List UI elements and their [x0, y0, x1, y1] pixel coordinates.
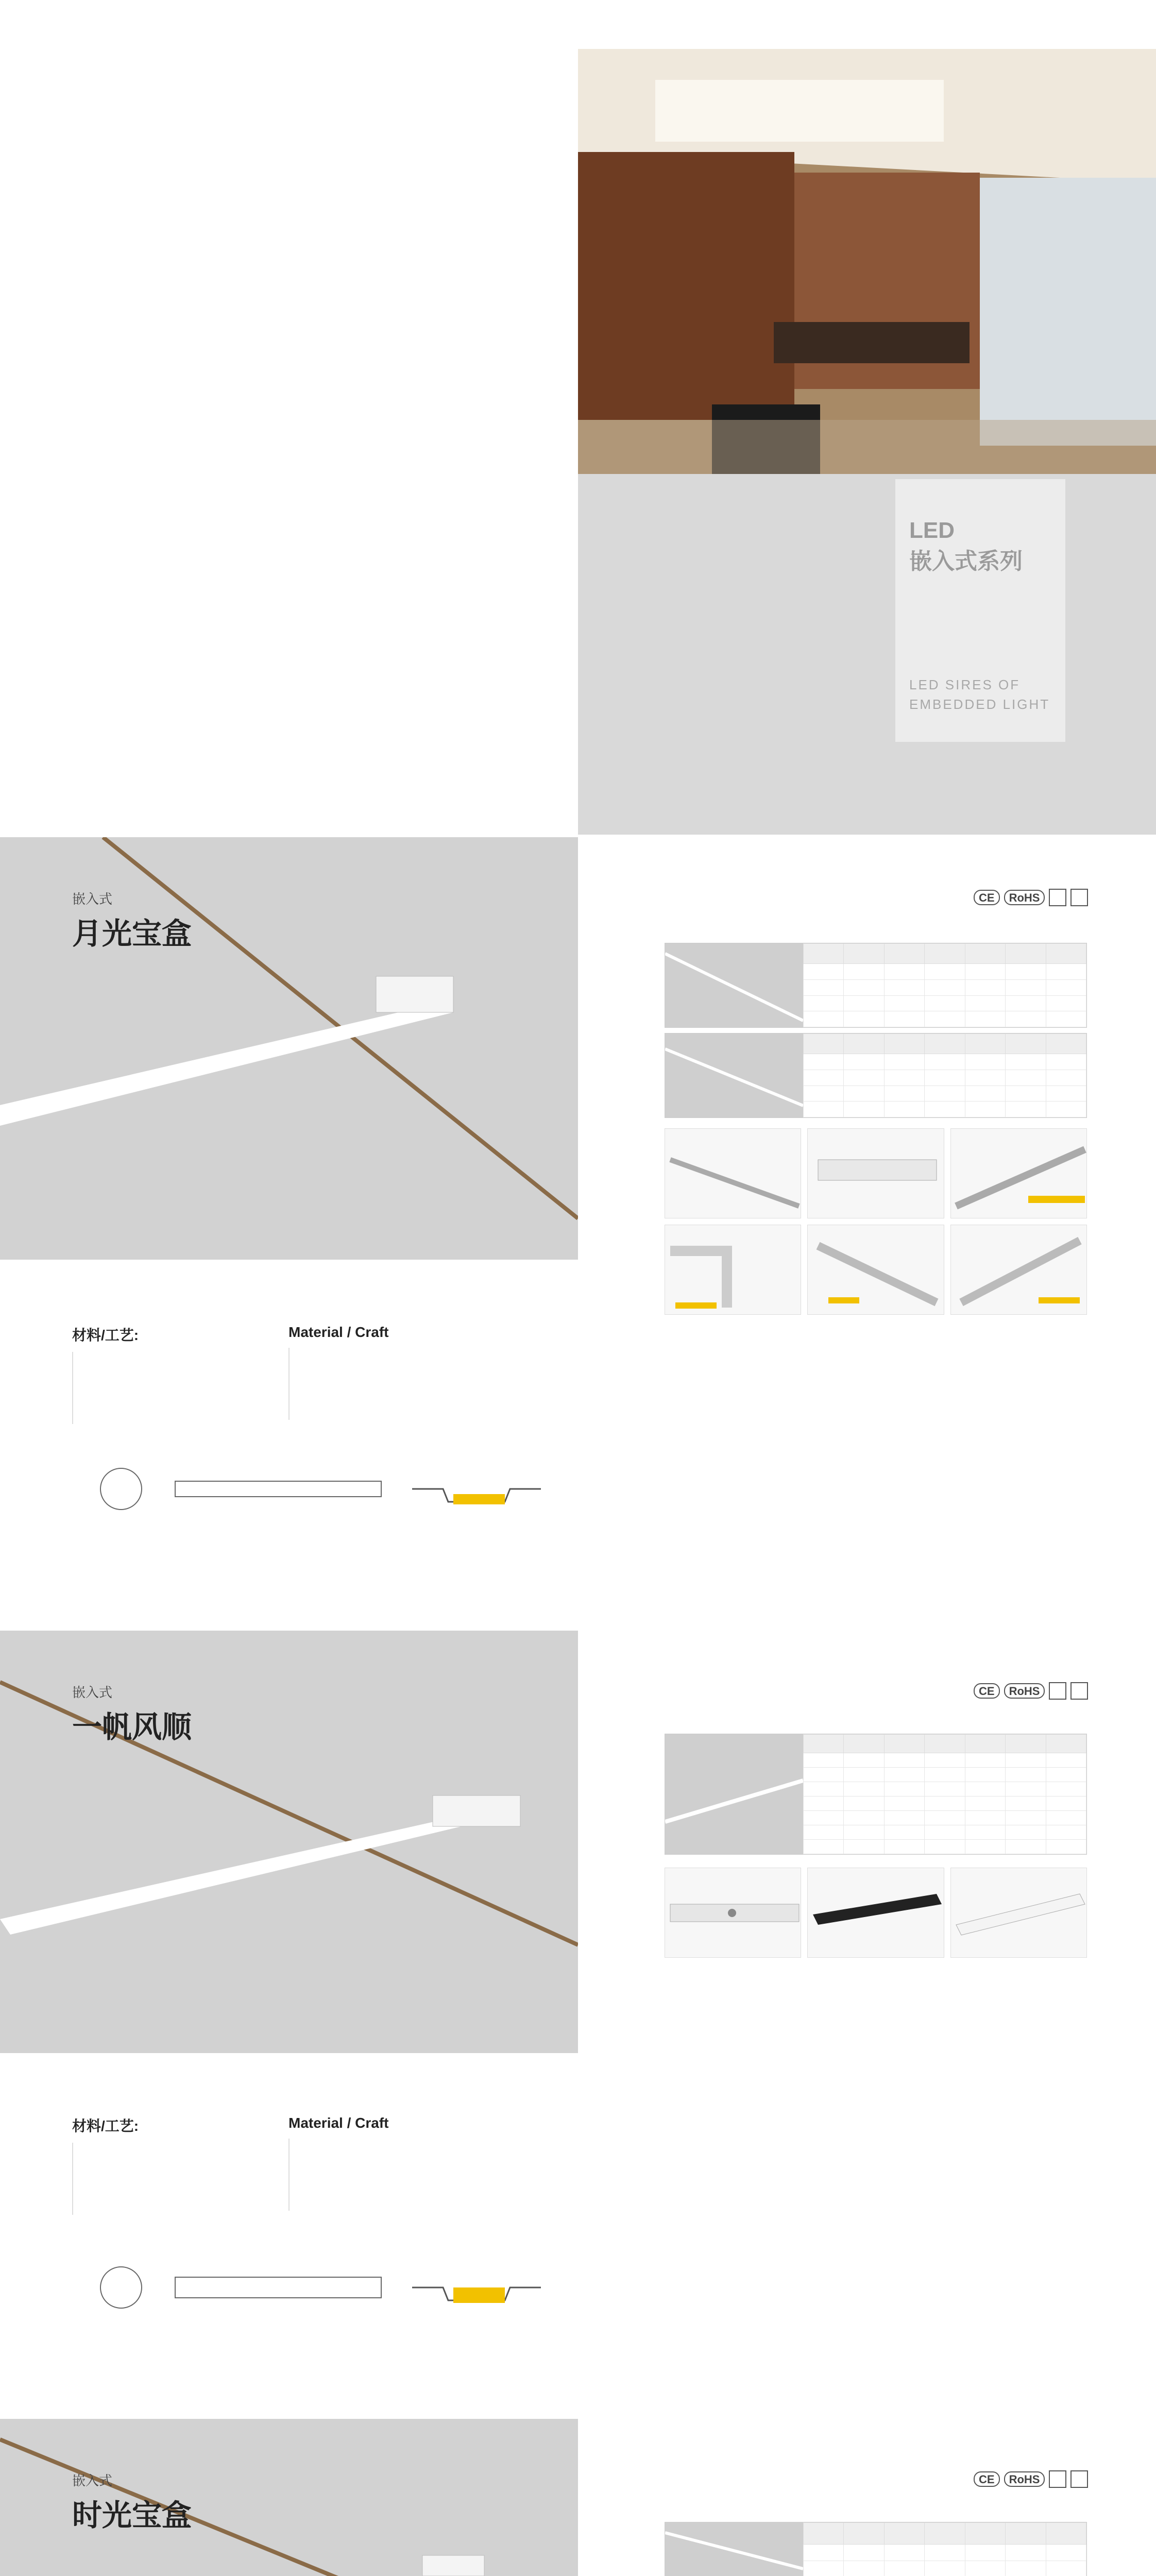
spec-table-block [665, 1734, 1087, 1855]
product-name: 时光宝盒 [72, 2499, 192, 2532]
detail-photo [950, 1128, 1087, 1218]
material-title-cn: 材料/工艺: [72, 2118, 139, 2134]
material-title-cn: 材料/工艺: [72, 1327, 139, 1343]
ce-mark-icon: CE [974, 2471, 1000, 2487]
detail-photo [665, 1225, 801, 1315]
product-category: 嵌入式 [72, 1685, 113, 1700]
spec-thumbnail [665, 1033, 803, 1117]
home-icon [1070, 1682, 1088, 1700]
detail-thumbnails [665, 1128, 1087, 1315]
spec-table-block [665, 943, 1087, 1028]
spec-table [803, 1734, 1086, 1854]
cover-interior-image [578, 49, 1156, 474]
recycle-icon [1049, 1682, 1066, 1700]
cert-icons [974, 889, 1088, 906]
spec-table-block [665, 1033, 1087, 1118]
cover-photo [578, 49, 1156, 474]
detail-photo [950, 1868, 1087, 1958]
material-block-en [288, 2115, 546, 2211]
product-category: 嵌入式 [72, 2473, 113, 2488]
detail-photo [665, 1128, 801, 1218]
recycle-icon [1049, 889, 1066, 906]
spec-table [803, 1033, 1086, 1117]
spec-thumbnail [665, 2522, 803, 2576]
cover-subtitle [909, 675, 1050, 714]
detail-photo [807, 1225, 944, 1315]
material-block-cn [72, 2115, 278, 2215]
dimension-drawing [93, 1453, 546, 1525]
detail-photo [807, 1868, 944, 1958]
material-block-en [288, 1324, 546, 1420]
dimension-drawing [93, 2251, 546, 2324]
cover-title [909, 515, 1023, 577]
rohs-mark-icon: RoHS [1004, 890, 1045, 905]
detail-photo [807, 1128, 944, 1218]
cover-title-led: LED [909, 518, 955, 543]
product-name: 一帆风顺 [72, 1710, 192, 1744]
cover-subtitle-line2: EMBEDDED LIGHT [909, 697, 1050, 712]
product-category: 嵌入式 [72, 891, 113, 907]
cover-subtitle-line1: LED SIRES OF [909, 677, 1021, 692]
material-title-en: Material / Craft [288, 2115, 389, 2131]
material-title-en: Material / Craft [288, 1324, 389, 1340]
cover-title-cn: 嵌入式系列 [909, 549, 1023, 574]
home-icon [1070, 889, 1088, 906]
product-name: 月光宝盒 [72, 917, 192, 951]
spec-table-block [665, 2522, 1087, 2576]
detail-photo [665, 1868, 801, 1958]
rohs-mark-icon: RoHS [1004, 2471, 1045, 2487]
spec-table [803, 943, 1086, 1027]
detail-thumbnails [665, 1868, 1087, 1958]
detail-photo [950, 1225, 1087, 1315]
rohs-mark-icon: RoHS [1004, 1683, 1045, 1699]
spec-thumbnail [665, 1734, 803, 1854]
home-icon [1070, 2470, 1088, 2488]
cert-icons [974, 2470, 1088, 2488]
ce-mark-icon: CE [974, 1683, 1000, 1699]
cert-icons [974, 1682, 1088, 1700]
spec-thumbnail [665, 943, 803, 1027]
ce-mark-icon: CE [974, 890, 1000, 905]
recycle-icon [1049, 2470, 1066, 2488]
material-block-cn [72, 1324, 278, 1424]
spec-table [803, 2522, 1086, 2576]
cover-grey-panel [578, 474, 1156, 835]
